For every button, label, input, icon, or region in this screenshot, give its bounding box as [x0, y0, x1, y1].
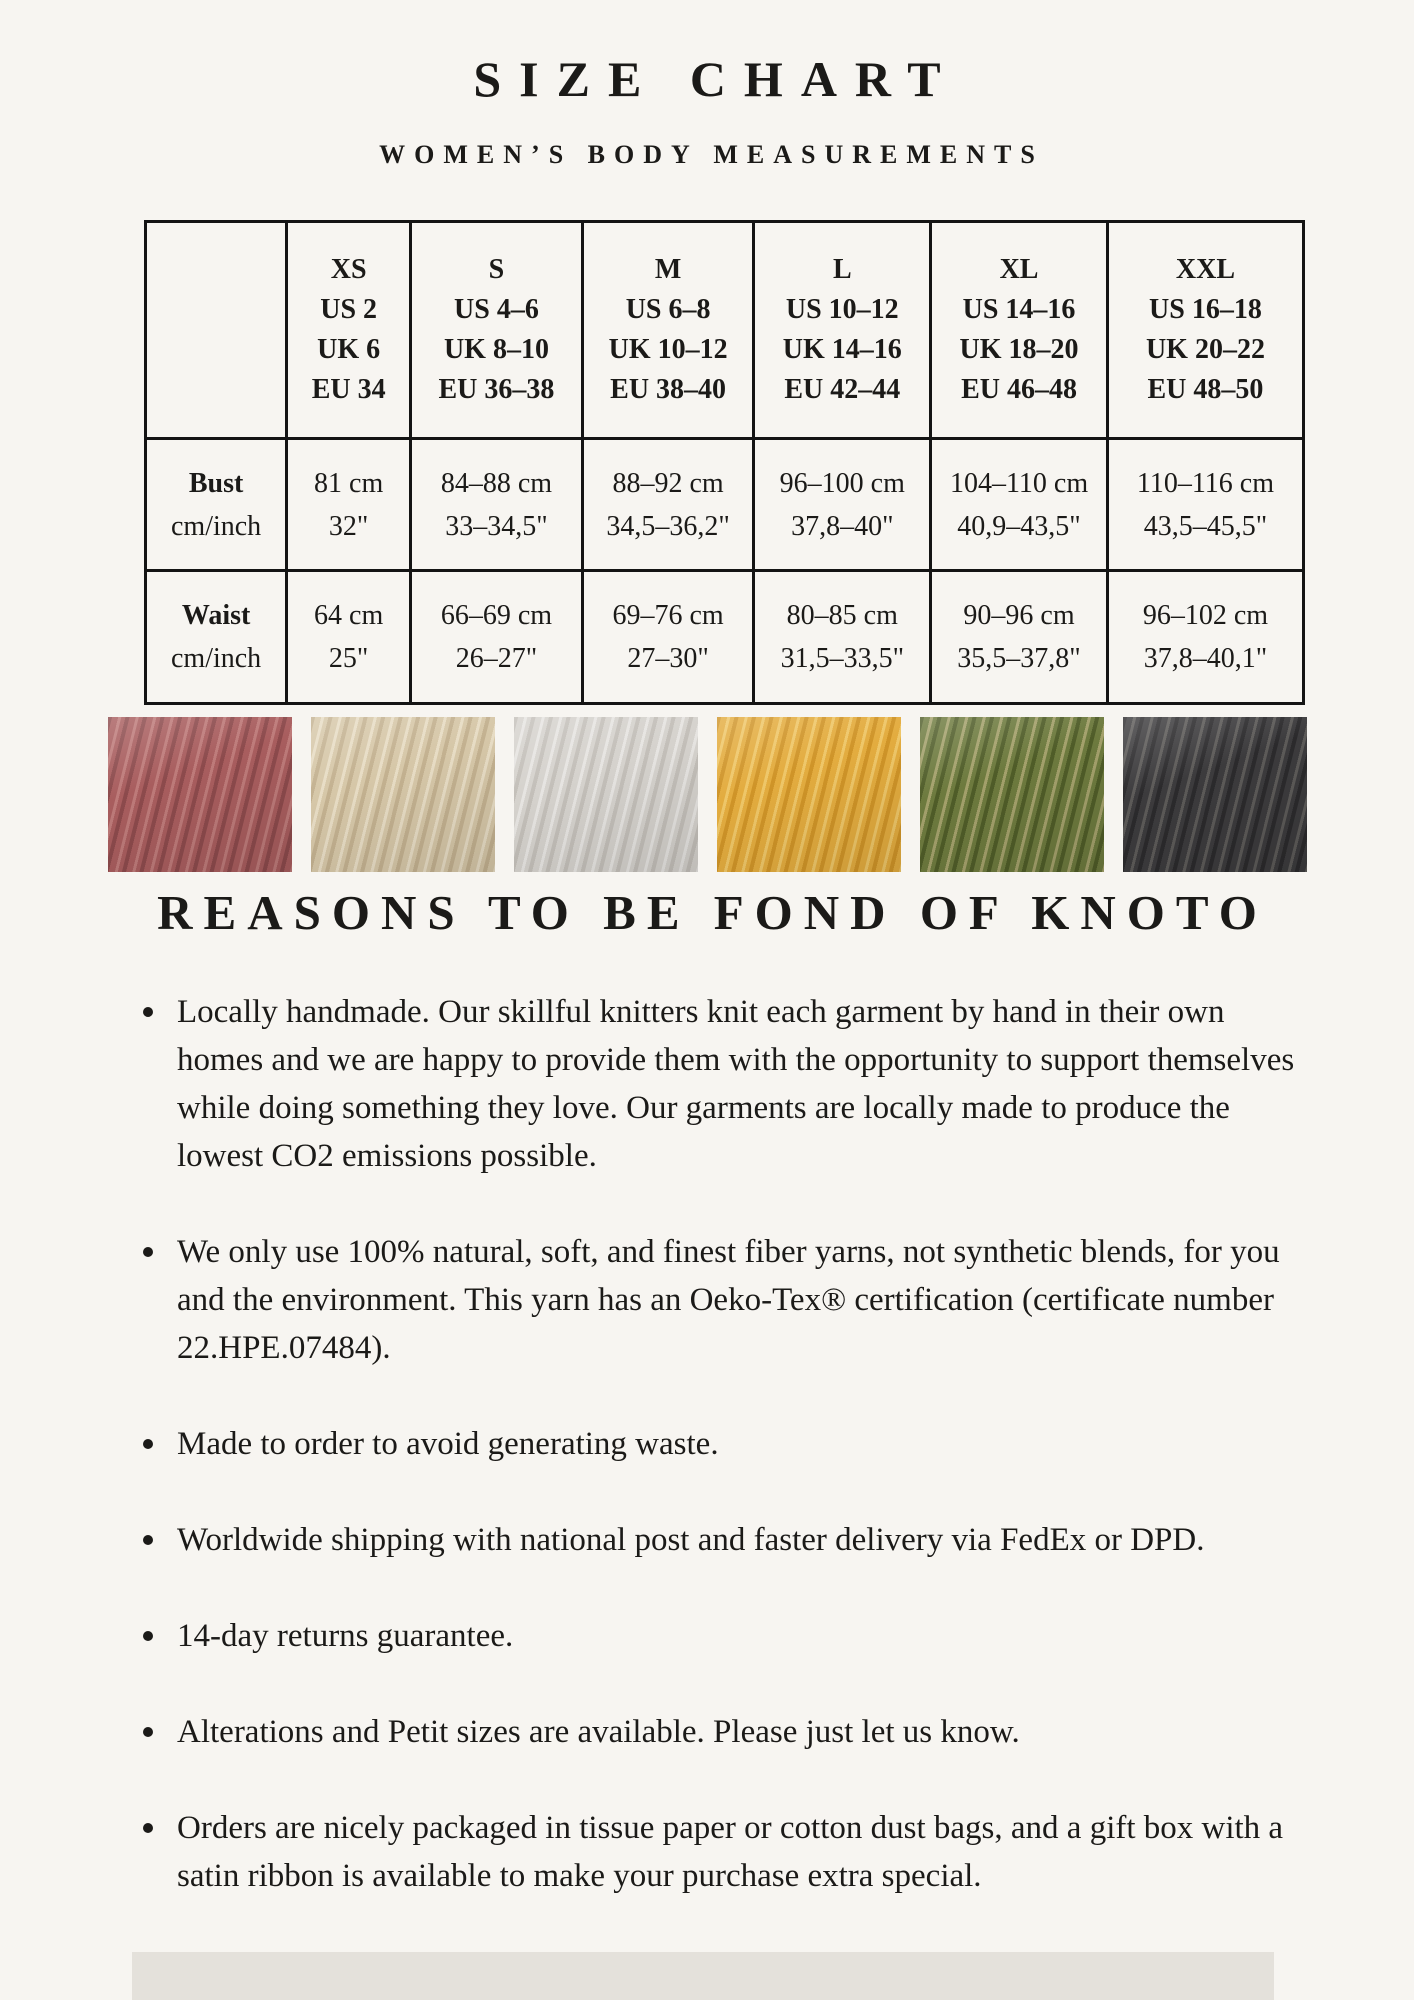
size-name: M — [654, 254, 682, 285]
waist-inch: 31,5–33,5" — [780, 643, 904, 674]
waist-cm: 69–76 cm — [612, 600, 724, 631]
bullet-dot — [143, 1007, 153, 1017]
waist-xxl — [1107, 571, 1303, 704]
page-subtitle: WOMEN’S BODY MEASUREMENTS — [379, 140, 1044, 169]
waist-inch: 25" — [328, 643, 369, 674]
size-name: XS — [330, 254, 367, 285]
bust-xxl — [1107, 439, 1303, 571]
list-item — [143, 1708, 1313, 1756]
bust-inch: 40,9–43,5" — [957, 510, 1081, 542]
yarn-swatch-beige — [311, 717, 495, 872]
bust-xl — [931, 439, 1108, 571]
reasons-heading: REASONS TO BE FOND OF KNOTO — [157, 885, 1268, 940]
waist-inch: 26–27" — [455, 643, 538, 674]
reason-text: Worldwide shipping with national post and faster delivery via FedEx or DPD. — [177, 1522, 1205, 1558]
waist-cm: 80–85 cm — [786, 600, 898, 631]
waist-inch: 27–30" — [627, 643, 709, 674]
bust-l — [754, 439, 931, 571]
yarn-swatch-light-grey — [514, 717, 698, 872]
column-header-m — [582, 222, 754, 439]
size-name: XXL — [1175, 254, 1235, 285]
bust-cm: 88–92 cm — [612, 467, 724, 499]
yarn-swatch-mustard — [717, 717, 901, 872]
reason-text: Made to order to avoid generating waste. — [177, 1426, 719, 1462]
size-table-wrap — [144, 220, 1305, 705]
bust-inch: 43,5–45,5" — [1143, 510, 1268, 542]
bust-inch: 32" — [328, 510, 369, 542]
size-uk: UK 20–22 — [1145, 334, 1265, 365]
list-item — [143, 1516, 1313, 1564]
bust-cm: 104–110 cm — [949, 467, 1089, 499]
table-header-row — [146, 222, 1304, 439]
reasons-list — [143, 988, 1313, 1948]
bullet-dot — [143, 1823, 153, 1833]
reason-text: Alterations and Petit sizes are available. Please just let us know. — [177, 1714, 1020, 1750]
bullet-dot — [143, 1535, 153, 1545]
size-uk: UK 8–10 — [443, 334, 549, 365]
waist-cm: 64 cm — [314, 600, 384, 631]
size-table — [144, 220, 1305, 705]
column-header-l — [754, 222, 931, 439]
yarn-swatch-olive — [920, 717, 1104, 872]
list-item — [143, 1420, 1313, 1468]
waist-inch: 37,8–40,1" — [1143, 643, 1268, 674]
reason-text: Locally handmade. Our skillful knitters knit each garment by hand in their own homes and we are happy to provide them with the opportunity to support themselves while doing something they love. Our garments are locally made to produce the lowest CO2 emissions possible. — [177, 994, 1295, 1174]
bullet-dot — [143, 1247, 153, 1257]
column-header-s — [411, 222, 583, 439]
yarn-swatch-charcoal — [1123, 717, 1307, 872]
list-item — [143, 1228, 1313, 1372]
waist-m — [582, 571, 754, 704]
size-name: L — [832, 254, 852, 285]
size-eu: EU 34 — [311, 374, 386, 405]
size-uk: UK 6 — [317, 334, 381, 365]
size-uk: UK 14–16 — [782, 334, 902, 365]
size-us: US 10–12 — [785, 294, 899, 325]
list-item — [143, 988, 1313, 1180]
yarn-swatch-row — [108, 717, 1307, 872]
bust-m — [582, 439, 754, 571]
bust-cm: 110–116 cm — [1136, 467, 1275, 499]
size-eu: EU 46–48 — [961, 374, 1077, 405]
size-name: S — [488, 254, 505, 285]
bottom-section-edge — [132, 1952, 1274, 2000]
size-us: US 16–18 — [1149, 294, 1262, 325]
size-eu: EU 36–38 — [438, 374, 555, 405]
waist-cm: 90–96 cm — [963, 600, 1075, 631]
yarn-swatch-dusty-rose — [108, 717, 292, 872]
bust-row-label — [146, 439, 287, 571]
measure-name: Bust — [188, 467, 244, 499]
bullet-dot — [143, 1727, 153, 1737]
waist-xs — [287, 571, 411, 704]
size-us: US 14–16 — [962, 294, 1076, 325]
waist-cm: 66–69 cm — [440, 600, 553, 631]
reason-text: Orders are nicely packaged in tissue paper or cotton dust bags, and a gift box with a satin ribbon is available to make your purchase extra special. — [177, 1810, 1284, 1894]
measure-unit: cm/inch — [170, 510, 262, 542]
bust-cm: 84–88 cm — [440, 467, 553, 499]
column-header-xxl — [1107, 222, 1303, 439]
bust-xs — [287, 439, 411, 571]
list-item — [143, 1612, 1313, 1660]
measure-unit: cm/inch — [170, 643, 262, 674]
size-eu: EU 48–50 — [1147, 374, 1264, 405]
reason-text: We only use 100% natural, soft, and finest fiber yarns, not synthetic blends, for you and the environment. This yarn has an Oeko-Tex® certification (certificate number 22.HPE.07484). — [177, 1234, 1280, 1366]
column-header-xl — [931, 222, 1108, 439]
list-item — [143, 1804, 1313, 1900]
column-header-xs — [287, 222, 411, 439]
waist-l — [754, 571, 931, 704]
waist-xl — [931, 571, 1108, 704]
size-us: US 6–8 — [625, 294, 711, 325]
measure-name: Waist — [181, 600, 251, 631]
bullet-dot — [143, 1631, 153, 1641]
waist-cm: 96–102 cm — [1142, 600, 1269, 631]
bust-row — [146, 439, 1304, 571]
waist-s — [411, 571, 583, 704]
page-title: SIZE CHART — [473, 51, 959, 107]
waist-row-label — [146, 571, 287, 704]
size-us: US 2 — [320, 294, 378, 325]
waist-inch: 35,5–37,8" — [957, 643, 1081, 674]
size-uk: UK 10–12 — [608, 334, 728, 365]
size-eu: EU 38–40 — [610, 374, 727, 405]
size-name: XL — [999, 254, 1039, 285]
reason-text: 14-day returns guarantee. — [177, 1618, 514, 1654]
corner-cell — [146, 222, 287, 439]
size-eu: EU 42–44 — [784, 374, 901, 405]
size-uk: UK 18–20 — [959, 334, 1079, 365]
bust-s — [411, 439, 583, 571]
waist-row — [146, 571, 1304, 704]
bust-cm: 81 cm — [314, 467, 384, 499]
bullet-dot — [143, 1439, 153, 1449]
bust-inch: 37,8–40" — [791, 510, 894, 542]
bust-cm: 96–100 cm — [779, 467, 905, 499]
size-us: US 4–6 — [454, 294, 539, 325]
bust-inch: 34,5–36,2" — [606, 510, 730, 542]
bust-inch: 33–34,5" — [445, 510, 548, 542]
